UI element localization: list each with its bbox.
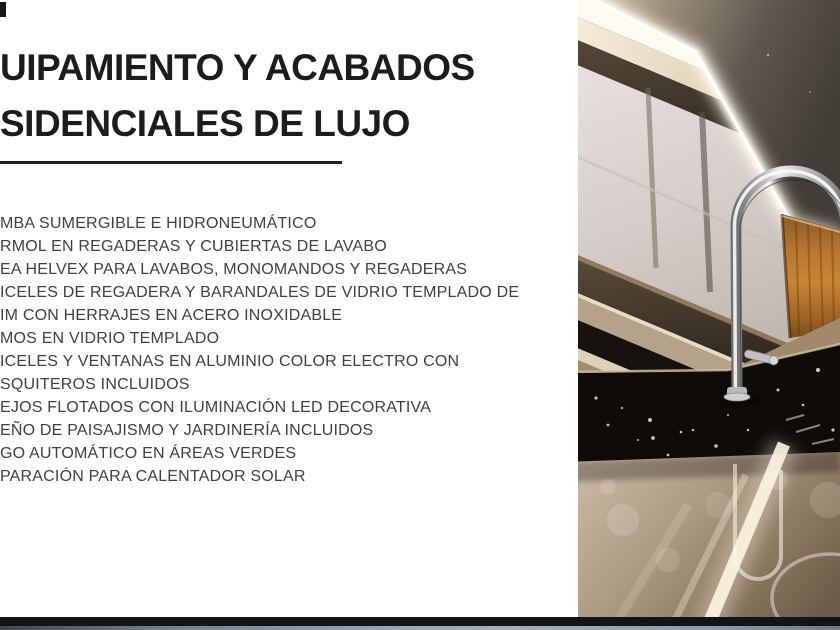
cropped-glyph-mark <box>0 2 6 17</box>
bottom-black-bar <box>0 617 840 626</box>
feature-item: EA HELVEX PARA LAVABOS, MONOMANDOS Y REGADERAS <box>0 261 468 278</box>
kitchen-photo-art <box>578 0 840 617</box>
feature-item: ICELES DE REGADERA Y BARANDALES DE VIDRIO TEMPLADO DE <box>0 284 520 301</box>
feature-item: ICELES Y VENTANAS EN ALUMINIO COLOR ELECTRO CON <box>0 353 460 370</box>
kitchen-photo <box>578 0 840 617</box>
bottom-footer-strip <box>0 626 840 630</box>
feature-item: EÑO DE PAISAJISMO Y JARDINERÍA INCLUIDOS <box>0 422 374 439</box>
feature-item: MOS EN VIDRIO TEMPLADO <box>0 330 220 347</box>
title-underline <box>0 161 342 164</box>
page-title <box>0 40 578 152</box>
feature-list <box>0 212 575 488</box>
feature-item: IM CON HERRAJES EN ACERO INOXIDABLE <box>0 307 343 324</box>
page-title-line2: SIDENCIALES DE LUJO <box>0 103 410 144</box>
feature-item: EJOS FLOTADOS CON ILUMINACIÓN LED DECORATIVA <box>0 399 432 416</box>
feature-item: PARACIÓN PARA CALENTADOR SOLAR <box>0 468 306 485</box>
photo-counter <box>578 444 840 617</box>
feature-item: RMOL EN REGADERAS Y CUBIERTAS DE LAVABO <box>0 238 387 255</box>
page-title-line1: UIPAMIENTO Y ACABADOS <box>0 47 475 88</box>
feature-item: GO AUTOMÁTICO EN ÁREAS VERDES <box>0 445 297 462</box>
feature-item: MBA SUMERGIBLE E HIDRONEUMÁTICO <box>0 215 317 232</box>
feature-item: SQUITEROS INCLUIDOS <box>0 376 190 393</box>
photo-wood-cabinet <box>782 214 840 338</box>
